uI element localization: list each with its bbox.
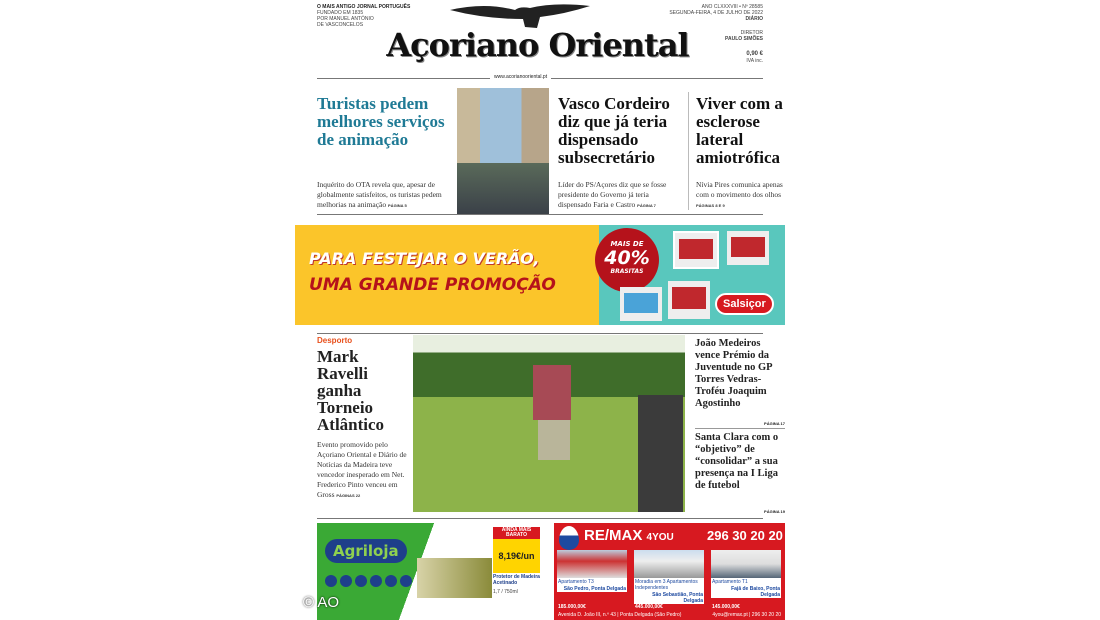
promo-price: 8,19€/un bbox=[498, 551, 535, 561]
agriloja-logo: Agriloja bbox=[325, 539, 407, 563]
remax-balloon-icon bbox=[559, 526, 579, 550]
agriloja-ad[interactable] bbox=[317, 523, 542, 620]
listing-price: 185.000,00€ bbox=[558, 604, 586, 610]
founder-line-1: POR MANUEL ANTÓNIO bbox=[317, 16, 374, 22]
listing-card bbox=[711, 550, 781, 598]
product-cans bbox=[417, 558, 492, 598]
column-divider bbox=[688, 92, 689, 210]
headline-santa-clara[interactable]: Santa Clara com o “objetivo” de “consolidar” a sua presença na I Liga de futebol bbox=[695, 432, 779, 491]
remax-address: Avenida D. João III, n.º 43 | Ponta Delgada (São Pedro) bbox=[558, 612, 682, 618]
lead-tourists bbox=[317, 180, 452, 210]
remax-brand bbox=[584, 527, 674, 544]
golf-bag bbox=[638, 395, 683, 512]
website-link[interactable]: www.acorianooriental.pt bbox=[490, 74, 551, 80]
section-label-desporto: Desporto bbox=[317, 336, 353, 345]
remax-ad[interactable] bbox=[554, 523, 785, 620]
product-size: 1,7 / 750ml bbox=[493, 589, 518, 595]
listing-place: São Sebastião, Ponta Delgada bbox=[652, 592, 703, 604]
listing-place: Fajã de Baixo, Ponta Delgada bbox=[731, 586, 780, 598]
page-ref: PÁGINA 7 bbox=[637, 203, 656, 208]
headline-vasco-cordeiro[interactable]: Vasco Cordeiro diz que já teria dispensado subsecretário bbox=[558, 94, 670, 167]
listing-card bbox=[557, 550, 627, 592]
page-ref: PÁGINAS 22 bbox=[336, 493, 361, 498]
headline-mark-ravelli[interactable]: Mark Ravelli ganha Torneio Atlântico bbox=[317, 347, 385, 434]
founder-line-2: DE VASCONCELOS bbox=[317, 22, 364, 28]
remax-phone: 296 30 20 20 bbox=[707, 528, 783, 543]
headline-joao-medeiros[interactable]: João Medeiros vence Prémio da Juventude no GP Torres Vedras-Troféu Joaquim Agostinho bbox=[695, 338, 773, 409]
price-tag bbox=[493, 527, 540, 573]
category-icon bbox=[370, 575, 382, 587]
category-icon bbox=[385, 575, 397, 587]
lead-esclerose bbox=[696, 180, 783, 210]
badge-percent: 40% bbox=[604, 247, 650, 269]
listing-card bbox=[634, 550, 704, 604]
eagle-logo-icon bbox=[445, 0, 595, 28]
price-note: IVA inc. bbox=[746, 58, 763, 64]
frequency: DIÁRIO bbox=[745, 16, 763, 22]
category-icon bbox=[400, 575, 412, 587]
listing-type: Apartamento T1 bbox=[712, 579, 748, 585]
product-pack bbox=[727, 231, 769, 265]
newspaper-page bbox=[295, 0, 785, 620]
lead-text: Líder do PS/Açores diz que se fosse presidente do Governo já teria dispensado Faria e Castro bbox=[558, 180, 667, 209]
product-pack bbox=[620, 287, 662, 321]
director-name: PAULO SIMÕES bbox=[725, 36, 763, 42]
issue-number: ANO CLXXXVIII • Nº 28585 bbox=[701, 4, 763, 10]
price: 0,90 € bbox=[746, 51, 763, 57]
listing-place: São Pedro, Ponta Delgada bbox=[563, 586, 626, 592]
page-ref: PÁGINA 5 bbox=[388, 203, 407, 208]
lead-mark-ravelli bbox=[317, 440, 409, 500]
golfer-shorts bbox=[538, 420, 570, 460]
listing-type: Apartamento T3 bbox=[558, 579, 594, 585]
lead-text: Evento promovido pelo Açoriano Oriental e Diário de Notícias da Madeira teve vencedor inesperado em Net. Frederico Pinto venceu em Gross bbox=[317, 440, 407, 499]
listing-price: 445.000,00€ bbox=[635, 604, 663, 610]
category-icon bbox=[325, 575, 337, 587]
page-ref: PÁGINA 19 bbox=[764, 509, 785, 514]
masthead-title: Açoriano Oriental bbox=[386, 26, 689, 64]
salsicor-logo: Salsiçor bbox=[715, 293, 774, 315]
tagline: O MAIS ANTIGO JORNAL PORTUGUÊS bbox=[317, 4, 411, 10]
category-icon bbox=[340, 575, 352, 587]
golfer-shirt bbox=[533, 365, 571, 420]
headline-tourists[interactable]: Turistas pedem melhores serviços de animação bbox=[317, 94, 445, 149]
founded: FUNDADO EM 1835 bbox=[317, 10, 364, 16]
product-pack bbox=[673, 231, 719, 269]
remax-sub: 4YOU bbox=[646, 532, 674, 543]
product-name: Protetor de Madeira Acetinado bbox=[493, 574, 540, 586]
category-icon bbox=[355, 575, 367, 587]
product-pack bbox=[668, 281, 710, 319]
listing-type: Moradia em 3 Apartamentos Independentes bbox=[635, 579, 698, 591]
category-icons bbox=[325, 575, 412, 587]
headline-esclerose[interactable]: Viver com a esclerose lateral amiotrófica bbox=[696, 94, 783, 167]
discount-badge bbox=[595, 228, 659, 292]
page-ref: PÁGINAS 8 E 9 bbox=[696, 203, 725, 208]
remax-logo: RE/MAX bbox=[584, 527, 643, 544]
street-photo bbox=[457, 88, 549, 215]
lead-text: Inquérito do OTA revela que, apesar de globalmente satisfeitos, os turistas pedem melhorias na animação bbox=[317, 180, 442, 209]
issue-date: SEGUNDA-FEIRA, 4 DE JULHO DE 2022 bbox=[669, 10, 763, 16]
salsicor-banner-ad[interactable] bbox=[295, 225, 785, 325]
badge-top: MAIS DE bbox=[610, 240, 644, 248]
badge-bottom: BRASITAS bbox=[610, 268, 644, 275]
story-divider bbox=[695, 428, 785, 429]
page-ref: PÁGINA 17 bbox=[764, 421, 785, 426]
promo-label: AINDA MAIS BARATO bbox=[501, 527, 532, 538]
section-rule bbox=[317, 214, 763, 215]
lead-vasco-cordeiro bbox=[558, 180, 683, 210]
lead-text: Nívia Pires comunica apenas com o movimento dos olhos bbox=[696, 180, 783, 199]
banner-line-1: PARA FESTEJAR O VERÃO, bbox=[309, 249, 540, 268]
golf-photo bbox=[413, 335, 685, 512]
director-label: DIRETOR bbox=[740, 30, 763, 36]
section-rule bbox=[317, 333, 763, 334]
remax-contact: 4you@remax.pt | 296 30 20 20 bbox=[712, 612, 781, 618]
section-rule bbox=[317, 518, 763, 519]
copyright-watermark: © AO bbox=[303, 594, 340, 611]
listing-price: 145.000,00€ bbox=[712, 604, 740, 610]
banner-line-2: UMA GRANDE PROMOÇÃO bbox=[309, 275, 556, 295]
